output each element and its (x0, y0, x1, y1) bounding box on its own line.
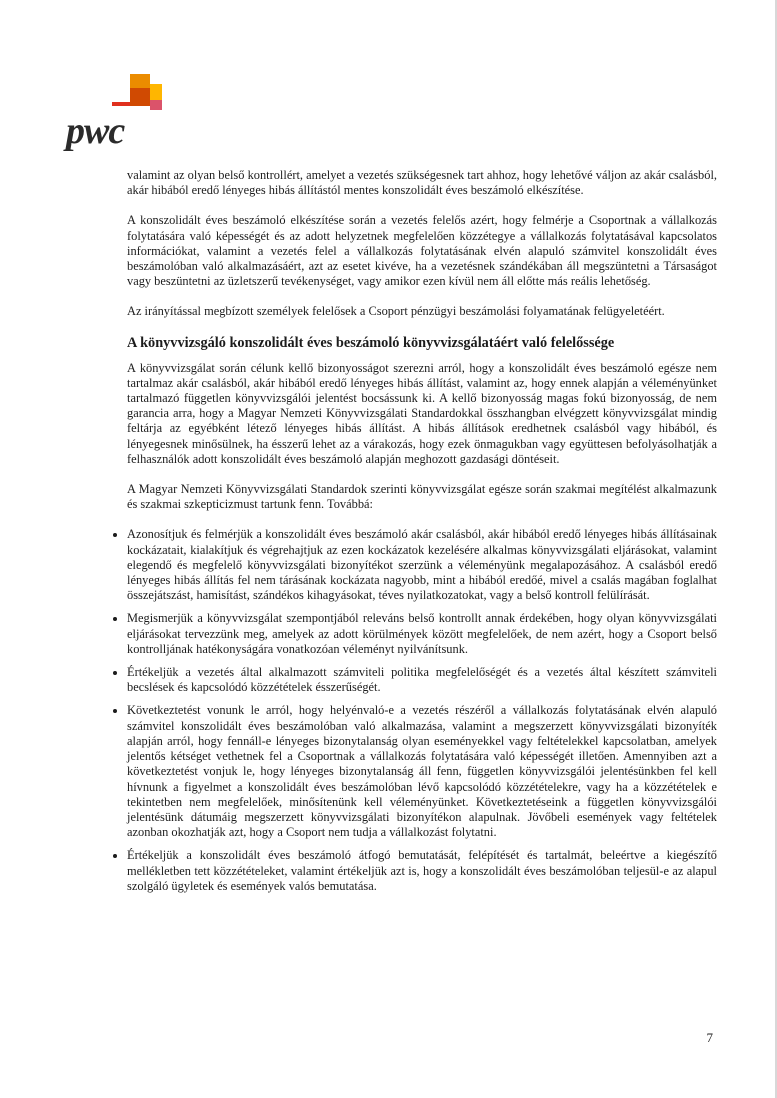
paragraph-going-concern-management: A konszolidált éves beszámoló elkészítése során a vezetés felelős azért, hogy felmérje a Csoportnak a vállalkozás folytatására való képességét és az adott helyzetnek megfelelően közzétegye a vállalkozás folytatásával kapcsolatos információkat, valamint a vezetés felel a vállalkozás folytatásának elvén alapuló számvitel konszolidált éves beszámolóban való alkalmazásáért, azt az esetet kivéve, ha a vezetésnek szándékában áll megszüntetni a Társaságot vagy beszüntetni az üzletszerű tevékenységet, vagy amikor ezen kívül nem áll előtte más reális lehetőség. (127, 213, 717, 289)
paragraph-management-internal-control: valamint az olyan belső kontrollért, amelyet a vezetés szükségesnek tart ahhoz, hogy lehetővé váljon az akár csalásból, akár hibából eredő lényeges hibás állítástól mentes konszolidált éves beszámoló elkészítése. (127, 168, 717, 198)
paragraph-audit-objective: A könyvvizsgálat során célunk kellő bizonyosságot szerezni arról, hogy a konszolidált éves beszámoló egésze nem tartalmaz akár csalásból, akár hibából eredő lényeges hibás állítást, valamint az, hogy ennek alapján a véleményünket tartalmazó független könyvvizsgálói jelentést bocsássunk ki. A kellő bizonyosság magas fokú bizonyosság, de nem garancia arra, hogy a Magyar Nemzeti Könyvvizsgálati Standardokkal összhangban elvégzett könyvvizsgálat mindig feltárja az egyébként létező lényeges hibás állítást. A hibás állítások eredhetnek csalásból vagy hibából, és lényegesnek minősülnek, ha ésszerű lehet az a várakozás, hogy ezek önmagukban vagy együttesen befolyásolhatják a felhasználók adott konszolidált éves beszámoló alapján meghozott gazdasági döntéseit. (127, 360, 717, 466)
bullet-icon (113, 709, 117, 713)
logo-block-tangerine (130, 88, 150, 106)
bullet-icon (113, 617, 117, 621)
pwc-logo (66, 74, 176, 154)
bullet-icon (113, 854, 117, 858)
list-item (127, 527, 717, 603)
bullet-icon (113, 671, 117, 675)
list-item-text: Megismerjük a könyvvizsgálat szempontjából releváns belső kontrollt annak érdekében, hogy olyan könyvvizsgálati eljárásokat tervezzünk meg, amelyek az adott körülmények között megfelelőek, de nem azért, hogy a Csoport belső kontrolljának hatékonyságára vonatkozóan véleményt nyilvánítsunk. (127, 611, 717, 656)
paragraph-professional-skepticism: A Magyar Nemzeti Könyvvizsgálati Standardok szerinti könyvvizsgálat egésze során szakmai megítélést alkalmazunk és szakmai szkepticizmust tartunk fenn. Továbbá: (127, 482, 717, 512)
logo-block-orange (130, 74, 150, 88)
logo-wordmark: pwc (66, 110, 125, 152)
list-item (127, 703, 717, 840)
list-item-text: Következtetést vonunk le arról, hogy helyénvaló-e a vezetés részéről a vállalkozás folytatásának elvén alapuló számvitel konszolidált éves beszámolóban való alkalmazása, valamint a megszerzett könyvvizsgálati bizonyíték alapján arról, hogy fennáll-e lényeges bizonytalanság olyan eseményekkel vagy feltételekkel kapcsolatban, amelyek jelentős kétséget vethetnek fel a Csoportnak a vállalkozás folytatására való képességét illetően. Amennyiben azt a következtetést vonjuk le, hogy lényeges bizonytalanság áll fenn, független könyvvizsgálói jelentésünkben fel kell hívnunk a figyelmet a konszolidált éves beszámolóban lévő kapcsolódó közzétételekre, vagy ha a közzétételek e tekintetben nem megfelelőek, minősítenünk kell véleményünket. Következtetéseink a független könyvvizsgálói jelentésünk dátumáig megszerzett könyvvizsgálati bizonyítékon alapulnak. Jövőbeli események vagy feltételek azonban okozhatják azt, hogy a Csoport nem tudja a vállalkozást folytatni. (127, 703, 717, 840)
list-item (127, 611, 717, 657)
list-item (127, 848, 717, 894)
section-heading-auditor-responsibility: A könyvvizsgáló konszolidált éves beszámoló könyvvizsgálatáért való felelőssége (127, 334, 615, 351)
list-item-text: Értékeljük a konszolidált éves beszámoló átfogó bemutatását, felépítését és tartalmát, beleértve a kiegészítő mellékletben tett közzétételeket, valamint értékeljük azt is, hogy a konszolidált éves beszámolóban teljesül-e az alapul szolgáló ügyletek és események valós bemutatása. (127, 848, 717, 893)
logo-block-red (112, 102, 130, 106)
list-item (127, 665, 717, 695)
document-body (127, 168, 717, 902)
paragraph-governance-oversight: Az irányítással megbízott személyek felelősek a Csoport pénzügyi beszámolási folyamatának felügyeletéért. (127, 304, 665, 319)
logo-block-rose (150, 100, 162, 110)
page-number: 7 (706, 1030, 713, 1045)
audit-procedures-list (127, 527, 717, 893)
list-item-text: Értékeljük a vezetés által alkalmazott számviteli politika megfelelőségét és a vezetés által készített számviteli becslések és kapcsolódó közzétételek ésszerűségét. (127, 665, 717, 695)
list-item-text: Azonosítjuk és felmérjük a konszolidált éves beszámoló akár csalásból, akár hibából eredő lényeges hibás állításainak kockázatait, kialakítjuk és végrehajtjuk az ezen kockázatok kezelésére alkalmas könyvvizsgálati eljárásokat, valamint elegendő és megfelelő könyvvizsgálati bizonyítékot szerzünk a véleményünk megalapozásához. A csalásból eredő lényeges hibás állítás fel nem tárásának kockázata nagyobb, mint a hibából eredőé, mivel a csalás magában foglalhat összejátszást, hamisítást, szándékos kihagyásokat, téves nyilatkozatokat, vagy a belső kontroll felülírását. (127, 527, 717, 603)
bullet-icon (113, 533, 117, 537)
logo-block-yellow (150, 84, 162, 100)
